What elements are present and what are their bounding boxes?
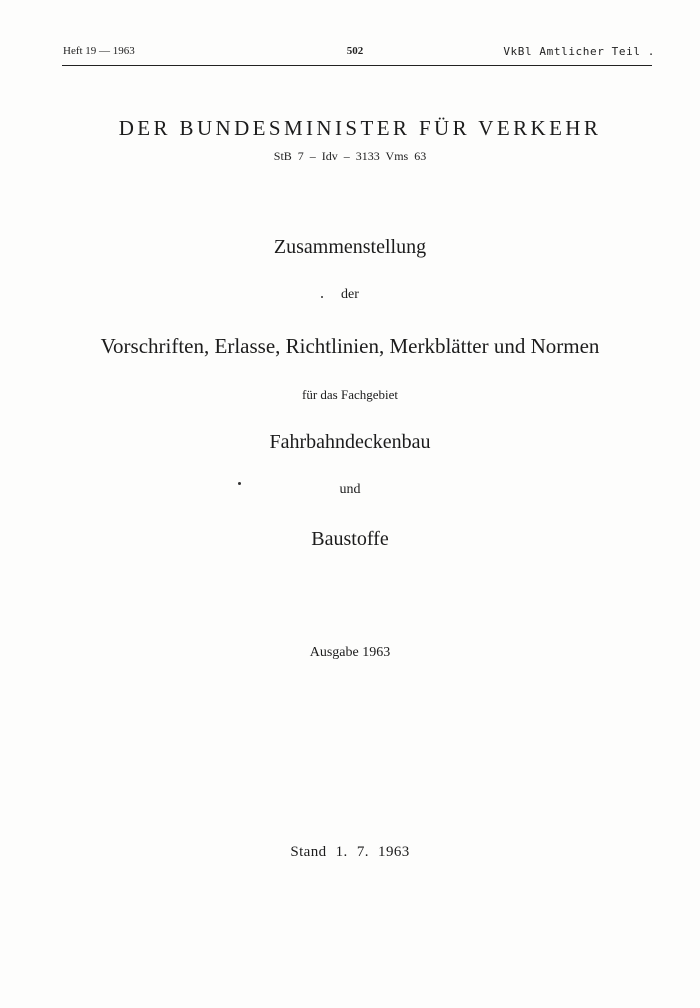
document-subjects: Vorschriften, Erlasse, Richtlinien, Merkblätter und Normen — [100, 334, 600, 358]
print-speck — [238, 482, 241, 485]
header-rule — [62, 65, 652, 66]
issuing-authority: DER BUNDESMINISTER FÜR VERKEHR — [118, 116, 602, 140]
publication-label: VkBl Amtlicher Teil . — [503, 45, 655, 58]
reference-number: StB 7 – Idv – 3133 Vms 63 — [273, 149, 427, 163]
field-title: Fahrbahndeckenbau — [269, 431, 431, 453]
document-heading: Zusammenstellung — [273, 236, 427, 258]
connector-text: der — [341, 287, 359, 302]
field-prefix: für das Fachgebiet — [301, 387, 399, 402]
field-title-2: Baustoffe — [311, 528, 389, 550]
status-date: Stand 1. 7. 1963 — [290, 844, 410, 860]
issue-label: Heft 19 — 1963 — [63, 45, 135, 57]
edition-label: Ausgabe 1963 — [309, 645, 391, 660]
conjunction-text: und — [339, 482, 361, 497]
page-number: 502 — [346, 45, 364, 57]
print-speck — [321, 296, 323, 298]
